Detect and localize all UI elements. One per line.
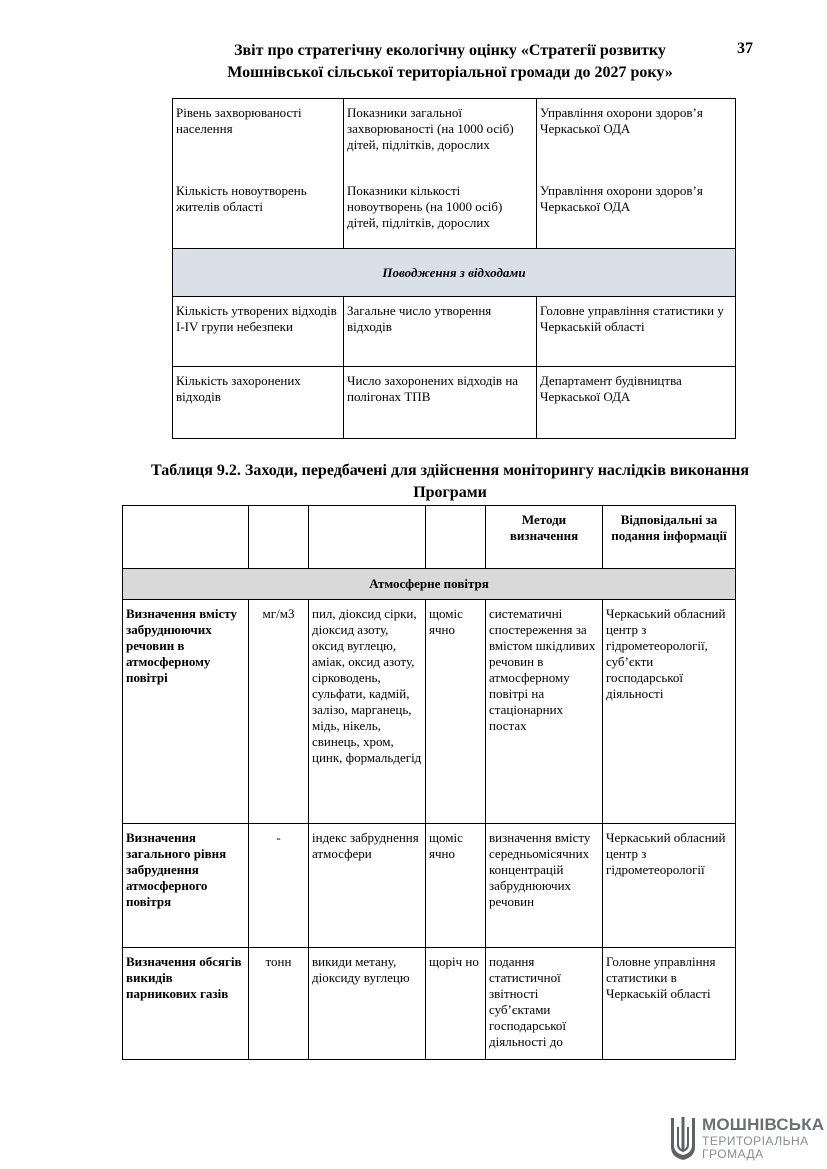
table-cell: Рівень захворюваності населення	[173, 99, 344, 177]
header-cell	[309, 506, 426, 569]
table-cell: Визначення обсягів викидів парникових газів	[123, 948, 249, 1060]
table-cell: Черкаський обласний центр з гідрометеорології, суб’єкти господарської діяльності	[603, 600, 736, 824]
table-cell: Визначення вмісту забруднюючих речовин в атмосферному повітрі	[123, 600, 249, 824]
table-cell: щоміс ячно	[426, 824, 486, 948]
table-cell: тонн	[249, 948, 309, 1060]
table-caption	[110, 460, 790, 504]
table-cell: Управління охорони здоров’я Черкаської ОДА	[537, 177, 736, 249]
table-cell: Показники кількості новоутворень (на 1000 осіб) дітей, підлітків, дорослих	[344, 177, 537, 249]
table-cell: Кількість новоутворень жителів області	[173, 177, 344, 249]
document-header	[150, 40, 750, 84]
page-number: 37	[737, 40, 753, 57]
header-row	[123, 506, 736, 569]
indicators-table	[172, 98, 736, 439]
section-row	[123, 569, 736, 600]
table-row	[173, 297, 736, 367]
header-line-1: Звіт про стратегічну екологічну оцінку «Стратегії розвитку	[234, 42, 666, 59]
section-title: Поводження з відходами	[173, 249, 736, 297]
table-row	[123, 824, 736, 948]
table-cell: Кількість захоронених відходів	[173, 367, 344, 439]
table-row	[173, 177, 736, 249]
logo-line-2: ТЕРИТОРІАЛЬНА	[702, 1134, 809, 1148]
table-cell: Загальне число утворення відходів	[344, 297, 537, 367]
table-row	[123, 600, 736, 824]
community-logo	[668, 1113, 825, 1165]
table-cell: Показники загальної захворюваності (на 1000 осіб) дітей, підлітків, дорослих	[344, 99, 537, 177]
table-cell: Головне управління статистики в Черкаській області	[603, 948, 736, 1060]
header-cell-methods: Методи визначення	[486, 506, 603, 569]
table-cell: щоміс ячно	[426, 600, 486, 824]
table-cell: систематичні спостереження за вмістом шкідливих речовин в атмосферному повітрі на стаціонарних постах	[486, 600, 603, 824]
header-cell	[249, 506, 309, 569]
table-cell: пил, діоксид сірки, діоксид азоту, оксид вуглецю, аміак, оксид азоту, сірководень, сульфати, кадмій, залізо, марганець, мідь, нікель, свинець, хром, цинк, формальдегід	[309, 600, 426, 824]
table-cell: Департамент будівництва Черкаської ОДА	[537, 367, 736, 439]
table-cell: Головне управління статистики у Черкаській області	[537, 297, 736, 367]
table-cell: щоріч но	[426, 948, 486, 1060]
table-cell: Управління охорони здоров’я Черкаської ОДА	[537, 99, 736, 177]
header-cell	[426, 506, 486, 569]
table-cell: визначення вмісту середньомісячних концентрацій забруднюючих речовин	[486, 824, 603, 948]
header-cell	[123, 506, 249, 569]
caption-line-1: Таблиця 9.2. Заходи, передбачені для здійснення моніторингу наслідків виконання	[150, 462, 750, 479]
table-cell: Черкаський обласний центр з гідрометеорології	[603, 824, 736, 948]
table-row	[173, 367, 736, 439]
table-cell: мг/м3	[249, 600, 309, 824]
table-cell: Визначення загального рівня забруднення атмосферного повітря	[123, 824, 249, 948]
table-cell: Число захоронених відходів на полігонах ТПВ	[344, 367, 537, 439]
table-cell: подання статистичної звітності суб’єктами господарської діяльності до	[486, 948, 603, 1060]
section-row	[173, 249, 736, 297]
logo-line-1: МОШНІВСЬКА	[702, 1115, 825, 1134]
table-cell: викиди метану, діоксиду вуглецю	[309, 948, 426, 1060]
section-title: Атмосферне повітря	[123, 569, 736, 600]
table-cell: Кількість утворених відходів І-IV групи небезпеки	[173, 297, 344, 367]
trident-icon	[668, 1115, 698, 1161]
table-cell: -	[249, 824, 309, 948]
table-row	[123, 948, 736, 1060]
table-row	[173, 99, 736, 177]
caption-line-2: Програми	[413, 484, 487, 501]
table-cell: індекс забруднення атмосфери	[309, 824, 426, 948]
logo-line-3: ГРОМАДА	[702, 1147, 764, 1161]
monitoring-table	[122, 505, 736, 1060]
header-cell-responsible: Відповідальні за подання інформації	[603, 506, 736, 569]
header-line-2: Мошнівської сільської територіальної громади до 2027 року»	[227, 64, 673, 81]
